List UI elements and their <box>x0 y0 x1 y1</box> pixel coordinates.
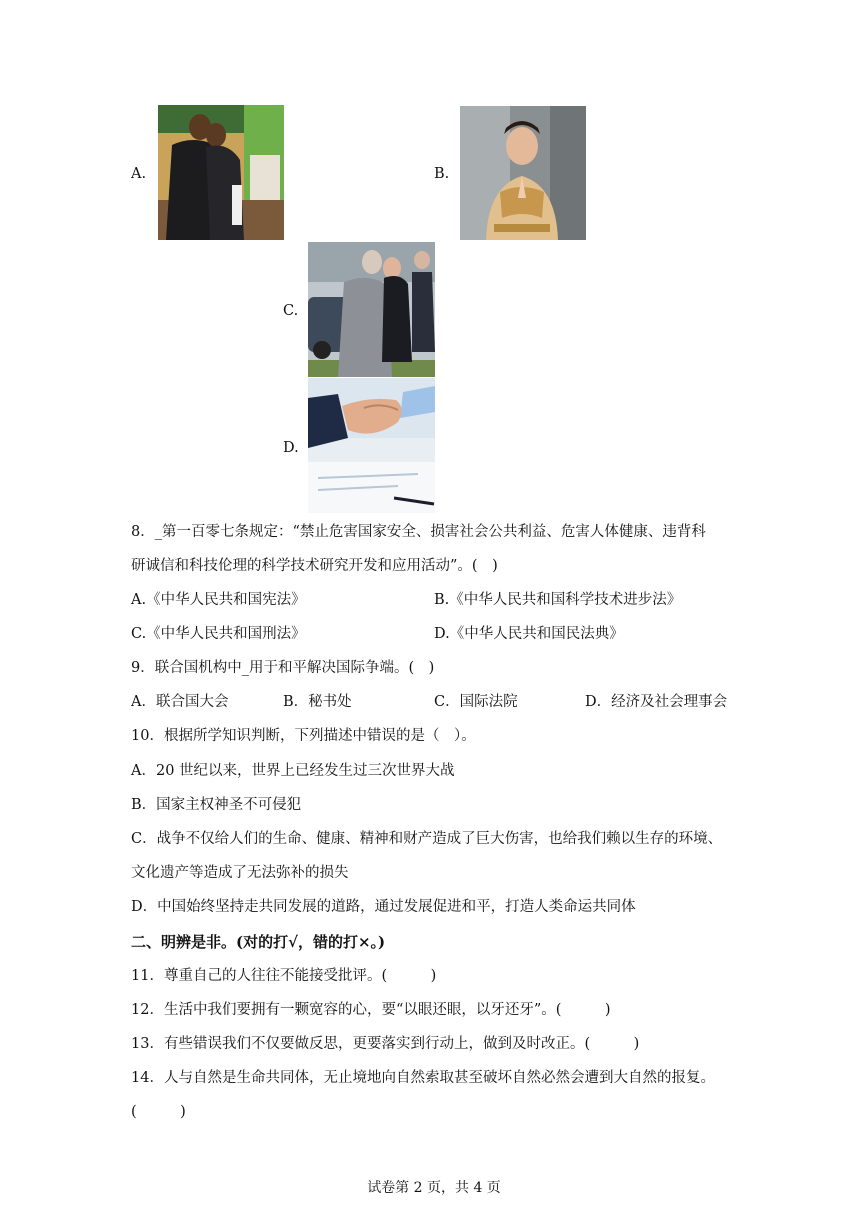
q9-option-d: D．经济及社会理事会 <box>585 694 728 710</box>
q10-option-c: C．战争不仅给人们的生命、健康、精神和财产造成了巨大伤害，也给我们赖以生存的环境、 <box>131 831 723 847</box>
question-11-text: 11．尊重自己的人往往不能接受批评。( ) <box>131 968 437 984</box>
question-13-text: 13．有些错误我们不仅要做反思，更要落实到行动上，做到及时改正。( ) <box>131 1036 640 1052</box>
question-14-text: 14．人与自然是生命共同体，无止境地向自然索取甚至破坏自然必然会遭到大自然的报复。 <box>131 1070 715 1086</box>
section-2-heading: 二、明辨是非。(对的打√，错的打×。) <box>131 933 386 951</box>
q8-option-c: C.《中华人民共和国刑法》 <box>131 626 306 642</box>
q10-option-c-cont: 文化遗产等造成了无法弥补的损失 <box>131 865 349 881</box>
question-9-text: 9．联合国机构中_用于和平解决国际争端。( ) <box>131 660 435 676</box>
question-8-text: 8．_第一百零七条规定：“禁止危害国家安全、损害社会公共利益、危害人体健康、违背科 <box>131 524 706 540</box>
question-10-text: 10．根据所学知识判断，下列描述中错误的是（ ）。 <box>131 728 476 744</box>
q8-option-b: B.《中华人民共和国科学技术进步法》 <box>434 592 682 608</box>
q9-option-b: B．秘书处 <box>283 694 352 710</box>
photo-thai-wai-greeting <box>460 106 586 240</box>
question-12-text: 12．生活中我们要拥有一颗宽容的心，要“以眼还眼，以牙还牙”。( ) <box>131 1002 611 1018</box>
option-b-label: B. <box>434 166 450 182</box>
q9-option-c: C．国际法院 <box>434 694 518 710</box>
question-14-answer-blank: ( ) <box>131 1104 186 1120</box>
photo-handshake <box>308 378 435 513</box>
page-footer: 试卷第 2 页，共 4 页 <box>367 1180 501 1196</box>
q10-option-d: D．中国始终坚持走共同发展的道路，通过发展促进和平，打造人类命运共同体 <box>131 899 636 915</box>
option-c-label: C. <box>283 303 299 319</box>
q8-option-d: D.《中华人民共和国民法典》 <box>434 626 624 642</box>
option-a-label: A. <box>131 166 147 182</box>
q8-option-a: A.《中华人民共和国宪法》 <box>131 592 306 608</box>
q9-option-a: A．联合国大会 <box>131 694 229 710</box>
photo-hug-greeting <box>158 105 284 240</box>
q10-option-a: A．20 世纪以来，世界上已经发生过三次世界大战 <box>131 763 455 779</box>
photo-cheek-kiss-greeting <box>308 242 435 377</box>
q10-option-b: B．国家主权神圣不可侵犯 <box>131 797 302 813</box>
option-d-label: D. <box>283 440 299 456</box>
question-8-text-cont: 研诚信和科技伦理的科学技术研究开发和应用活动”。( ) <box>131 558 498 574</box>
